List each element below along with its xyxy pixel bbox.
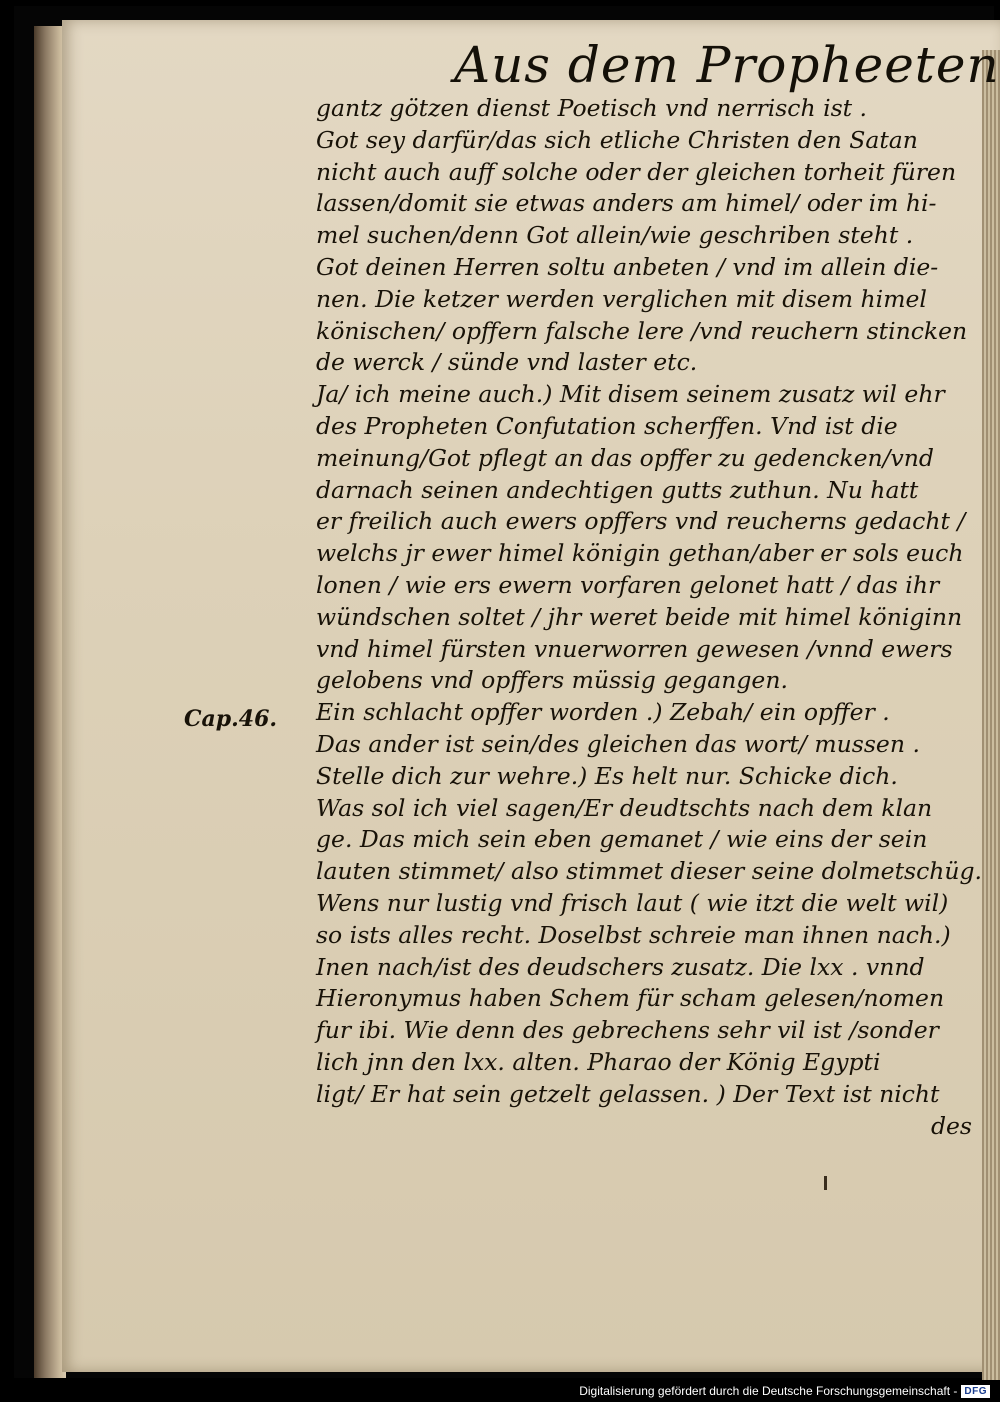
text-line: des Propheten Confutation scherffen. Vnd ist die [316, 411, 898, 440]
text-line: Inen nach/ist des deudschers zusatz. Die lxx . vnnd [316, 952, 925, 981]
page-fore-edge [982, 50, 1000, 1380]
text-line: Ein schlacht opffer worden .) Zebah/ ein opffer . [316, 698, 890, 727]
text-line: mel suchen/denn Got allein/wie geschriben steht . [316, 221, 914, 250]
paper-mark [824, 1176, 827, 1190]
margin-note-chapter: Cap.46. [184, 706, 278, 732]
page-text-block [316, 93, 983, 1142]
text-line: wündschen soltet / jhr weret beide mit himel königinn [316, 602, 963, 631]
text-line: er freilich auch ewers opffers vnd reucherns gedacht / [316, 507, 966, 536]
text-line: darnach seinen andechtigen gutts zuthun. Nu hatt [316, 475, 919, 504]
text-line: Hieronymus haben Schem für scham gelesen/nomen [316, 984, 945, 1013]
text-line: Got deinen Herren soltu anbeten / vnd im allein die- [316, 252, 939, 281]
text-line: de werck / sünde vnd laster etc. [316, 348, 698, 377]
text-line: meinung/Got pflegt an das opffer zu gedencken/vnd [316, 443, 934, 472]
text-line: nen. Die ketzer werden verglichen mit disem himel [316, 284, 927, 313]
text-line: Was sol ich viel sagen/Er deudtschts nach dem klan [316, 793, 933, 822]
catchword: des [930, 1111, 972, 1140]
text-line: gantz götzen dienst Poetisch vnd nerrisch ist . [316, 94, 868, 122]
text-line: lich jnn den lxx. alten. Pharao der König Egypti [316, 1047, 881, 1076]
text-line: ge. Das mich sein eben gemanet / wie eins der sein [316, 825, 928, 854]
digitization-credit [579, 1384, 990, 1398]
text-line: lonen / wie ers ewern vorfaren gelonet hatt / das ihr [316, 570, 940, 599]
text-line: lassen/domit sie etwas anders am himel/ oder im hi- [316, 189, 937, 218]
dfg-logo: DFG [961, 1385, 990, 1398]
text-line: so ists alles recht. Doselbst schreie man ihnen nach.) [316, 920, 951, 949]
text-line: Ja/ ich meine auch.) Mit disem seinem zusatz wil ehr [316, 380, 945, 409]
text-line: Stelle dich zur wehre.) Es helt nur. Schicke dich. [316, 761, 898, 790]
running-head: Aus dem Propheeten [454, 36, 1000, 94]
text-line: Das ander ist sein/des gleichen das wort/ mussen . [316, 729, 920, 758]
text-line: Got sey darfür/das sich etliche Christen den Satan [316, 125, 918, 154]
credit-text: Digitalisierung gefördert durch die Deutsche Forschungsgemeinschaft - [579, 1384, 958, 1398]
text-line: nicht auch auff solche oder der gleichen torheit füren [316, 157, 957, 186]
text-line: lauten stimmet/ also stimmet dieser seine dolmetschüg. [316, 857, 983, 886]
text-line: gelobens vnd opffers müssig gegangen. [316, 666, 788, 695]
text-line: ligt/ Er hat sein getzelt gelassen. ) Der Text ist nicht [316, 1079, 940, 1108]
text-line: könischen/ opffern falsche lere /vnd reuchern stincken [316, 316, 968, 345]
text-line: Wens nur lustig vnd frisch laut ( wie itzt die welt wil) [316, 888, 949, 917]
text-line: fur ibi. Wie denn des gebrechens sehr vil ist /sonder [316, 1016, 939, 1045]
text-line: vnd himel fürsten vnuerworren gewesen /vnnd ewers [316, 634, 953, 663]
text-line: welchs jr ewer himel königin gethan/aber er sols euch [316, 539, 964, 568]
